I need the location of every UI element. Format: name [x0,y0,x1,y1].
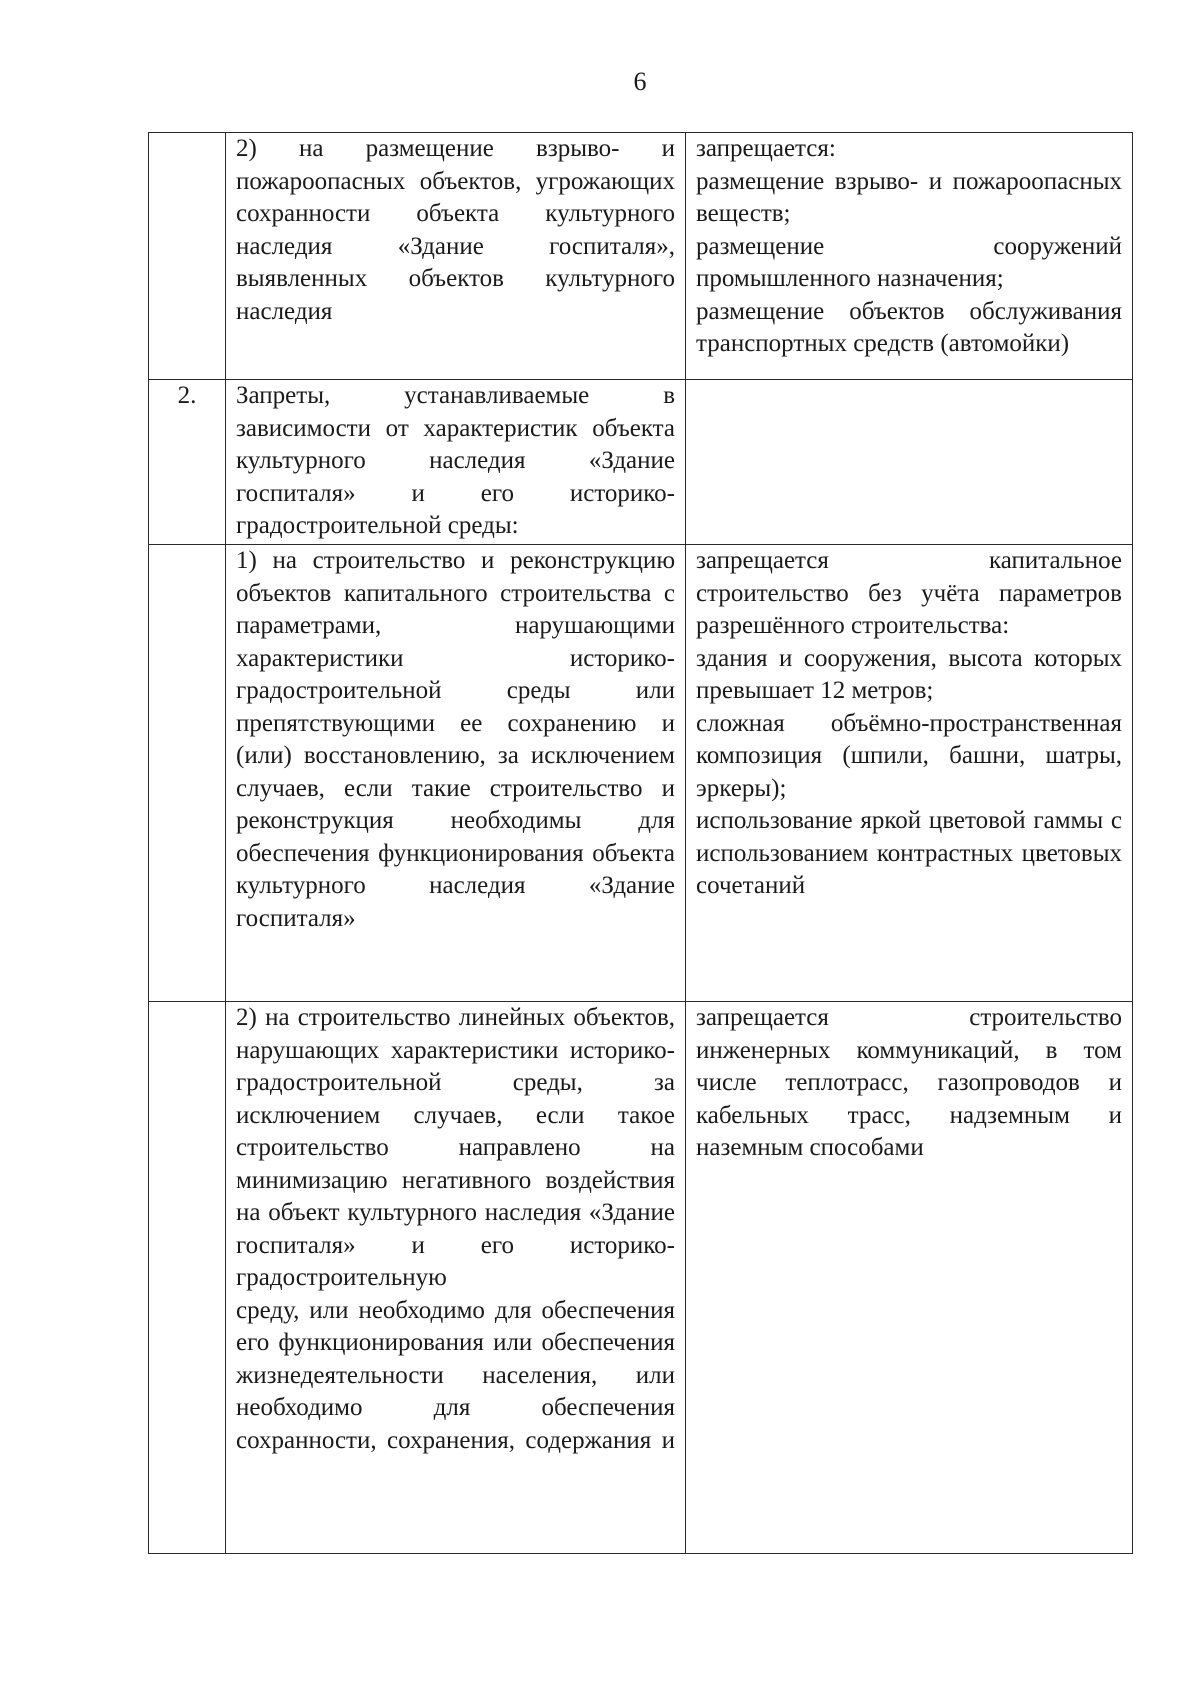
table-row [149,1002,1133,1554]
rule-line: размещение взрыво- и пожароопасных веществ; [696,167,1122,227]
restriction-rule-cell [686,545,1133,1002]
restriction-description: 1) на строительство и реконструкцию объектов капитального строительства с параметрами, нарушающими характеристики историко-градостроительной среды или препятствующими ее сохранению и (или) восстановлению, за исключением случаев, если такие строительство и реконструкция необходимы для обеспечения функционирования объекта культурного наследия «Здание госпиталя» [236,547,675,932]
empty-rule-cell [686,380,1133,545]
restriction-description: 2) на строительство линейных объектов, нарушающих характеристики историко-градостроительной среды, за исключением случаев, если такое строительство направлено на минимизацию негативного воздействия на объект культурного наследия «Здание госпиталя» и его историко-градостроительную [236,1004,675,1291]
restriction-description-continued: среду, или необходимо для обеспечения его функционирования или обеспечения жизнедеятельности населения, или необходимо для обеспечения сохранности, сохранения, содержания и [236,1296,675,1454]
restriction-rule-cell [686,1002,1133,1554]
table-row [149,545,1133,1002]
rule-line: размещение объектов обслуживания транспортных средств (автомойки) [696,297,1122,357]
rule-line: использование яркой цветовой гаммы с использованием контрастных цветовых сочетаний [696,807,1122,899]
row-number-cell: 2. [149,380,226,545]
table-row [149,133,1133,380]
rule-line: запрещается строительство инженерных коммуникаций, в том числе теплотрасс, газопроводов и кабельных трасс, надземным и наземным способами [696,1004,1122,1161]
restriction-rule-cell [686,133,1133,380]
section-heading: Запреты, устанавливаемые в зависимости от характеристик объекта культурного наследия «Здание госпиталя» и его историко-градостроительной среды: [236,382,675,539]
page-number: 6 [633,67,647,96]
table-row [149,380,1133,545]
rule-line: запрещается капитальное строительство без учёта параметров разрешённого строительства: [696,547,1122,639]
row-number-cell [149,133,226,380]
section-heading-cell [226,380,686,545]
rule-line: запрещается: [696,135,836,162]
restrictions-table [148,132,1133,1554]
restriction-description-cell [226,545,686,1002]
rule-line: сложная объёмно-пространственная композиция (шпили, башни, шатры, эркеры); [696,709,1122,802]
rule-line: здания и сооружения, высота которых превышает 12 метров; [696,644,1122,704]
row-number-cell [149,1002,226,1554]
restriction-description: 2) на размещение взрыво- и пожароопасных объектов, угрожающих сохранности объекта культурного наследия «Здание госпиталя», выявленных объектов культурного наследия [236,135,675,325]
restriction-description-cell [226,1002,686,1554]
row-number-cell [149,545,226,1002]
restriction-description-cell [226,133,686,380]
rule-line: размещение сооружений промышленного назначения; [696,232,1122,292]
